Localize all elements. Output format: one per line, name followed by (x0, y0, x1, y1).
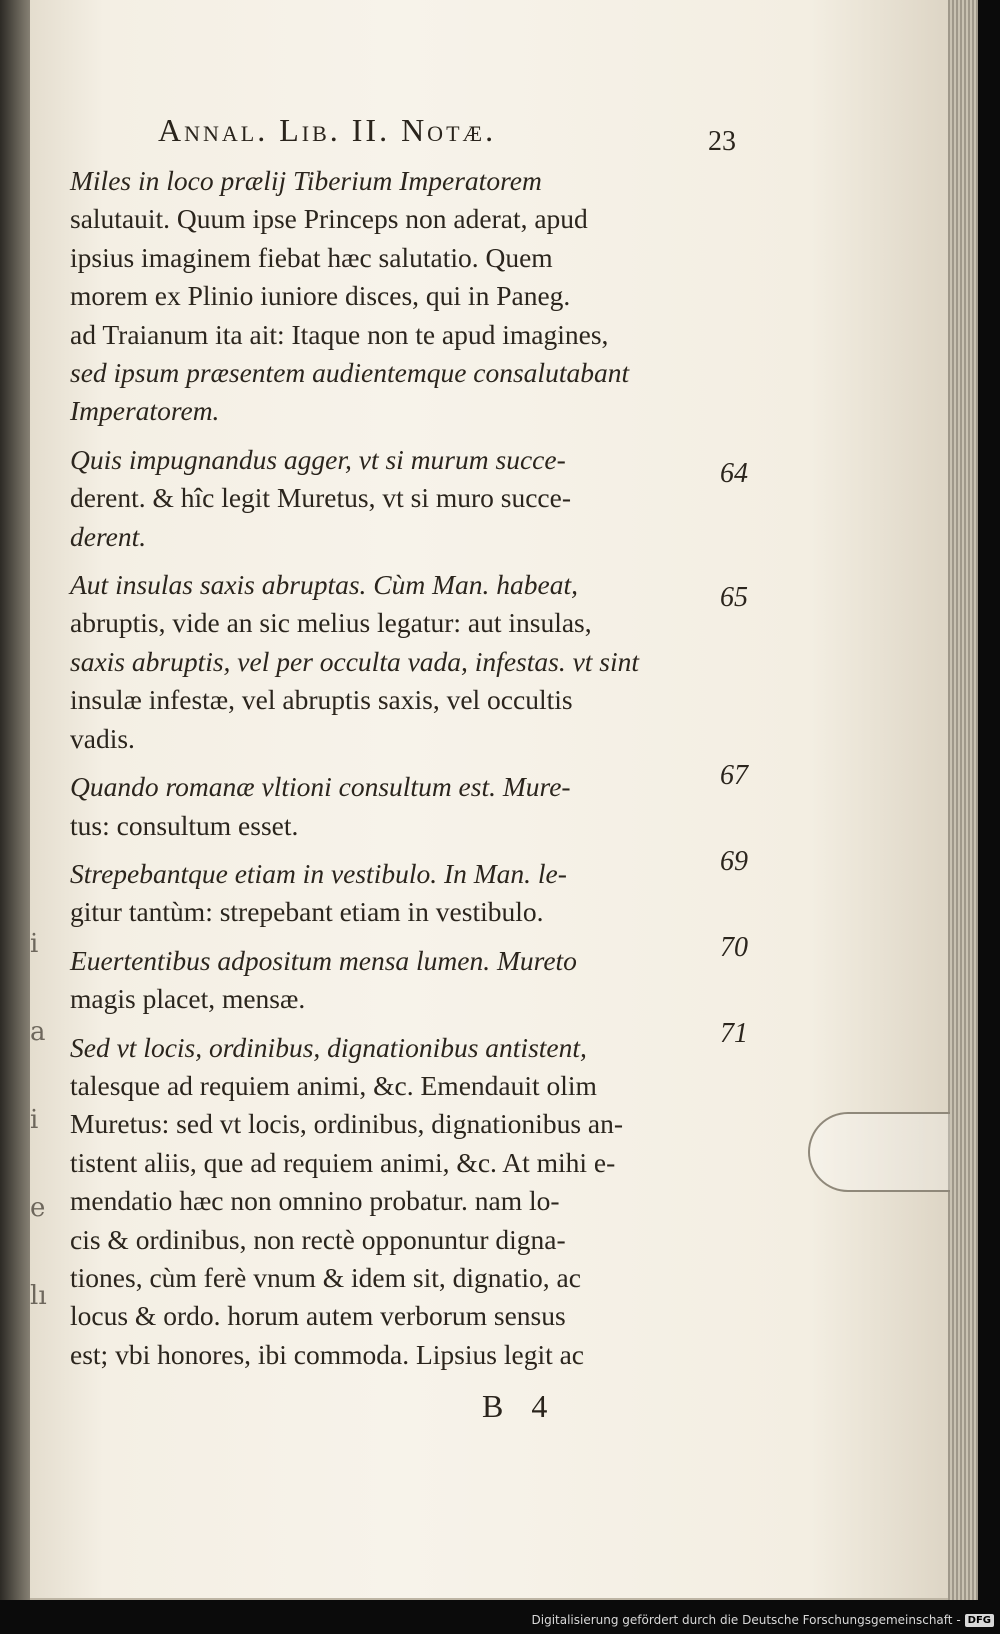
note-number: 67 (720, 760, 748, 791)
note-line: morem ex Plinio iuniore disces, qui in Paneg. (70, 280, 571, 312)
margin-fragment: lı (30, 1281, 47, 1311)
note-number: 69 (720, 846, 748, 877)
note-line: saxis abruptis, vel per occulta vada, infestas. vt sint (70, 645, 640, 677)
margin-fragment: e (30, 1193, 46, 1223)
digitization-footer (532, 1608, 995, 1632)
note-line: Muretus: sed vt locis, ordinibus, dignationibus an- (70, 1108, 624, 1140)
note-entry (70, 855, 750, 932)
note-entry (70, 1029, 750, 1375)
note-entry (70, 162, 750, 431)
note-line: Quando romanæ vltioni consultum est. Mure- (70, 771, 571, 803)
note-line: vadis. (70, 722, 135, 754)
note-line: Strepebantque etiam in vestibulo. In Man. le- (70, 857, 567, 889)
book-page (30, 0, 948, 1600)
margin-fragment: a (30, 1017, 46, 1047)
left-margin-fragments (30, 900, 48, 1340)
page-number: 23 (708, 126, 736, 157)
note-number: 65 (720, 582, 748, 613)
note-entry (70, 942, 750, 1019)
note-line: Miles in loco prælij Tiberium Imperatorem (70, 165, 542, 196)
note-line: cis & ordinibus, non rectè opponuntur digna- (70, 1223, 566, 1255)
note-line: Sed vt locis, ordinibus, dignationibus antistent, (70, 1031, 587, 1063)
note-line: Imperatorem. (70, 395, 220, 427)
note-line: ipsius imaginem fiebat hæc salutatio. Quem (70, 241, 553, 273)
note-line: tistent aliis, que ad requiem animi, &c. At mihi e- (70, 1146, 616, 1178)
note-line: Quis impugnandus agger, vt si murum succe- (70, 443, 566, 475)
note-number: 64 (720, 458, 748, 489)
note-line: Euertentibus adpositum mensa lumen. Mureto (70, 944, 577, 976)
note-number: 71 (720, 1018, 748, 1049)
note-line: salutauit. Quum ipse Princeps non aderat, apud (70, 203, 588, 235)
note-entry (70, 768, 750, 845)
note-line: talesque ad requiem animi, &c. Emendauit olim (70, 1069, 597, 1101)
note-line: abruptis, vide an sic melius legatur: aut insulas, (70, 607, 592, 639)
margin-fragment: i (30, 1105, 39, 1135)
running-title: Annal. Lib. II. Notæ. (158, 112, 497, 148)
note-line: Aut insulas saxis abruptas. Cùm Man. habeat, (70, 569, 578, 601)
note-line: mendatio hæc non omnino probatur. nam lo- (70, 1185, 560, 1217)
note-line: magis placet, mensæ. (70, 983, 306, 1015)
note-line: derent. (70, 520, 147, 552)
footer-credit: Digitalisierung gefördert durch die Deutsche Forschungsgemeinschaft - (531, 1613, 961, 1627)
dfg-logo-icon: DFG (965, 1614, 994, 1627)
note-entry (70, 441, 750, 556)
note-line: est; vbi honores, ibi commoda. Lipsius legit ac (70, 1338, 585, 1370)
note-line: ad Traianum ita ait: Itaque non te apud imagines, (70, 318, 609, 350)
note-line: derent. & hîc legit Muretus, vt si muro succe- (70, 482, 571, 514)
note-line: tus: consultum esset. (70, 809, 299, 841)
note-line: insulæ infestæ, vel abruptis saxis, vel occultis (70, 684, 573, 716)
note-line: tiones, cùm ferè vnum & idem sit, dignatio, ac (70, 1261, 581, 1293)
note-number: 70 (720, 932, 748, 963)
note-entry (70, 566, 750, 758)
margin-fragment: i (30, 929, 39, 959)
note-line: gitur tantùm: strepebant etiam in vestibulo. (70, 896, 544, 928)
note-line: locus & ordo. horum autem verborum sensus (70, 1300, 566, 1332)
page-fold-tab (808, 1112, 950, 1192)
signature-mark: B 4 (482, 1388, 558, 1424)
notes-body (70, 162, 750, 1384)
note-line: sed ipsum præsentem audientemque consalutabant (70, 357, 630, 389)
